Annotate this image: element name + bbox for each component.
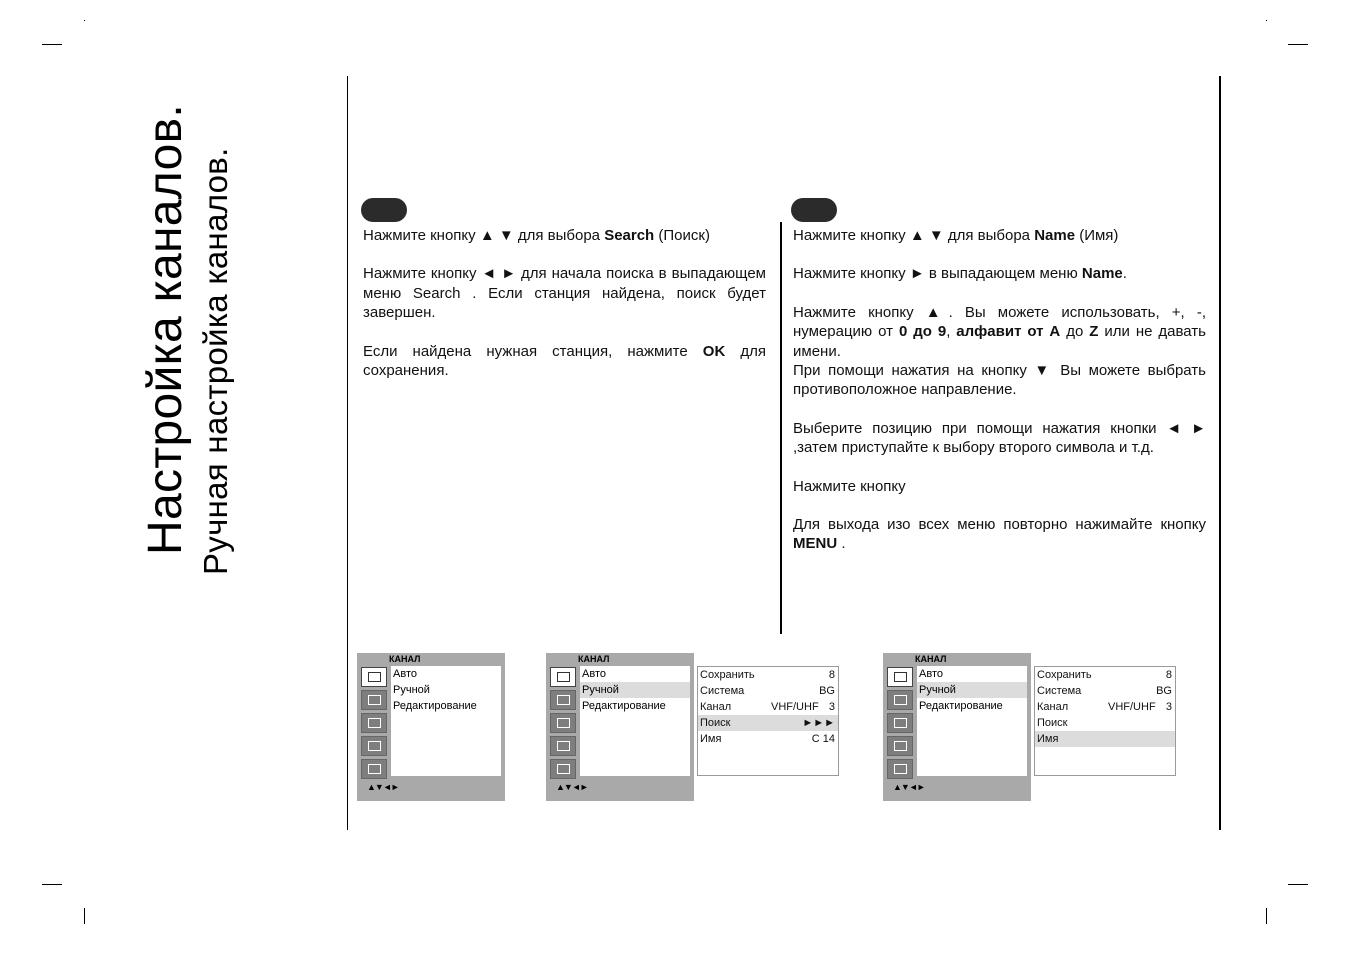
nav-arrows-icon: ▲▼◄► xyxy=(556,782,588,792)
picture-icon[interactable] xyxy=(887,690,913,710)
menu-icons xyxy=(550,667,580,782)
manual-submenu-name xyxy=(1034,666,1176,776)
submenu-row-save[interactable]: Сохранить 8 xyxy=(700,669,835,681)
crop-mark xyxy=(84,908,85,924)
setup-icon[interactable] xyxy=(550,759,576,779)
menu-icons xyxy=(887,667,917,782)
menu-item-manual[interactable]: Ручной xyxy=(917,682,1027,698)
menu-list xyxy=(917,666,1027,776)
sound-icon[interactable] xyxy=(550,713,576,733)
right-step-1: Нажмите кнопку ▲ ▼ для выбора Name (Имя) xyxy=(793,227,1119,244)
submenu-row-name[interactable]: Имя xyxy=(1035,731,1175,747)
crop-mark xyxy=(42,44,62,45)
submenu-row-system[interactable]: Система BG xyxy=(700,685,835,697)
step-badge-left xyxy=(361,198,407,222)
right-step-6: Нажмите кнопку xyxy=(793,477,906,495)
menu-item-auto[interactable]: Авто xyxy=(582,668,606,680)
setup-icon[interactable] xyxy=(361,759,387,779)
submenu-row-system[interactable]: Система BG xyxy=(1037,685,1172,697)
crop-mark xyxy=(1266,20,1267,21)
menu-icons xyxy=(361,667,391,782)
picture-icon[interactable] xyxy=(361,690,387,710)
osd-menu-3 xyxy=(883,653,1031,801)
column-divider xyxy=(780,222,782,634)
right-instructions xyxy=(793,226,1206,573)
crop-mark xyxy=(1288,44,1308,45)
step-badge-right xyxy=(791,198,837,222)
submenu-row-search[interactable]: Поиск ►►► xyxy=(698,715,838,731)
right-step-7: Для выхода изо всех меню повторно нажимайте кнопку MENU . xyxy=(793,516,1206,553)
osd-menu-1 xyxy=(357,653,505,801)
menu-list xyxy=(391,666,501,776)
nav-arrows-icon: ▲▼◄► xyxy=(893,782,925,792)
crop-mark xyxy=(1266,908,1267,924)
crop-mark xyxy=(84,20,85,21)
right-step-2: Нажмите кнопку ► в выпадающем меню Name. xyxy=(793,265,1127,283)
submenu-row-channel[interactable]: Канал VHF/UHF 3 xyxy=(700,701,835,713)
picture-icon[interactable] xyxy=(550,690,576,710)
menu-item-auto[interactable]: Авто xyxy=(919,668,943,680)
menu-header: КАНАЛ xyxy=(389,654,421,664)
right-step-5: Выберите позицию при помощи нажатия кнопки ◄ ► ,затем приступайте к выбору второго символа и т.д. xyxy=(793,419,1206,457)
special-icon[interactable] xyxy=(887,736,913,756)
menu-item-auto[interactable]: Авто xyxy=(393,668,417,680)
submenu-row-search[interactable]: Поиск xyxy=(1037,717,1068,729)
submenu-row-save[interactable]: Сохранить 8 xyxy=(1037,669,1172,681)
right-step-4: При помощи нажатия на кнопку ▼ Вы можете выбрать противоположное направление. xyxy=(793,362,1206,399)
menu-item-edit[interactable]: Редактирование xyxy=(393,700,477,712)
submenu-row-name[interactable]: Имя C 14 xyxy=(700,733,835,745)
left-step-1: Нажмите кнопку ▲ ▼ для выбора Search (Поиск) xyxy=(363,227,710,244)
menu-item-edit[interactable]: Редактирование xyxy=(582,700,666,712)
nav-arrows-icon: ▲▼◄► xyxy=(367,782,399,792)
left-step-3: Если найдена нужная станция, нажмите OK для сохранения. xyxy=(363,342,767,380)
menu-header: КАНАЛ xyxy=(915,654,947,664)
left-instructions xyxy=(363,226,766,399)
left-step-2: Нажмите кнопку ◄ ► для начала поиска в выпадающем меню Search . Если станция найдена, поиск будет завершен. xyxy=(363,265,766,322)
special-icon[interactable] xyxy=(361,736,387,756)
left-border-line xyxy=(347,76,348,830)
sound-icon[interactable] xyxy=(361,713,387,733)
right-step-3: Нажмите кнопку ▲. Вы можете использовать, +, -, нумерацию от 0 до 9, алфавит от A до Z или не давать имени. xyxy=(793,303,1206,360)
crop-mark xyxy=(42,884,62,885)
setup-icon[interactable] xyxy=(887,759,913,779)
menu-header: КАНАЛ xyxy=(578,654,610,664)
osd-menu-2 xyxy=(546,653,694,801)
sound-icon[interactable] xyxy=(887,713,913,733)
special-icon[interactable] xyxy=(550,736,576,756)
crop-mark xyxy=(1288,884,1308,885)
tv-channel-icon[interactable] xyxy=(361,667,387,687)
tv-channel-icon[interactable] xyxy=(550,667,576,687)
submenu-row-channel[interactable]: Канал VHF/UHF 3 xyxy=(1037,701,1172,713)
page-subtitle: Ручная настройка каналов. xyxy=(197,147,234,575)
right-border-line xyxy=(1219,76,1221,830)
manual-submenu-search xyxy=(697,666,839,776)
page-title: Настройка каналов. xyxy=(139,103,192,555)
menu-item-manual[interactable]: Ручной xyxy=(393,684,430,696)
menu-item-manual[interactable]: Ручной xyxy=(580,682,690,698)
menu-list xyxy=(580,666,690,776)
tv-channel-icon[interactable] xyxy=(887,667,913,687)
menu-item-edit[interactable]: Редактирование xyxy=(919,700,1003,712)
